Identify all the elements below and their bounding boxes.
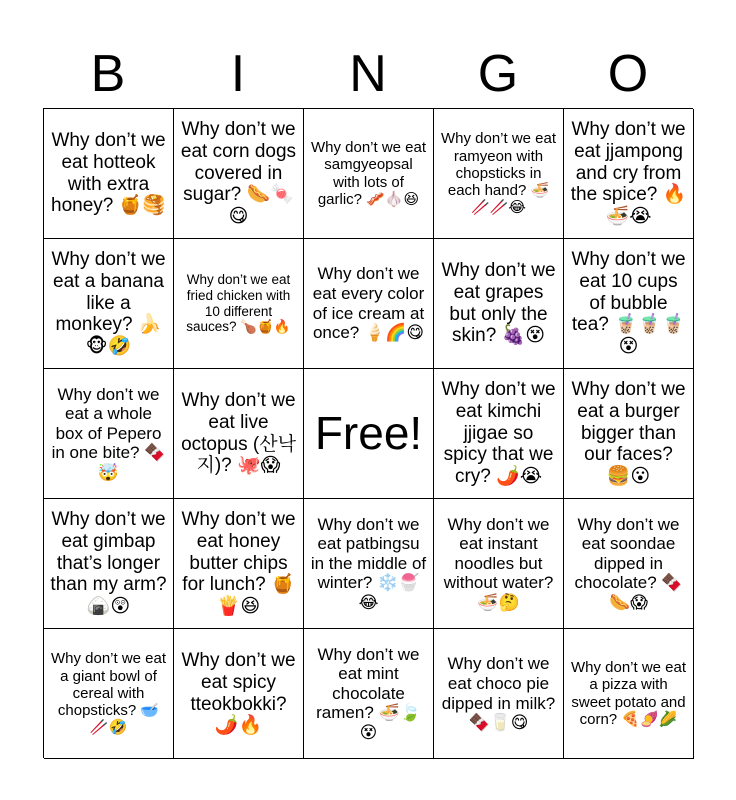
header-letter-n: N [349,45,387,103]
bingo-cell[interactable] [304,239,434,369]
bingo-cell[interactable] [174,629,304,759]
bingo-cell[interactable] [304,629,434,759]
cell-text: Why don’t we eat kimchi jjigae so spicy that we cry? 🌶️😭 [441,378,556,488]
bingo-cell[interactable] [564,369,694,499]
bingo-cell[interactable] [44,369,174,499]
cell-text: Why don’t we eat spicy tteokbokki? 🌶️🔥 [181,649,296,737]
cell-text: Why don’t we eat a banana like a monkey? 🍌🐵🤣 [51,248,166,358]
bingo-cell[interactable] [44,629,174,759]
cell-text: Why don’t we eat instant noodles but without water? 🍜🤔 [443,514,554,612]
cell-text: Why don’t we eat grapes but only the skin? 🍇😵 [441,259,556,347]
header-letter-g: G [477,45,519,103]
cell-text: Why don’t we eat a pizza with sweet potato and corn? 🍕🍠🌽 [570,659,687,728]
bingo-cell[interactable] [174,239,304,369]
bingo-cell[interactable] [564,499,694,629]
cell-text: Why don’t we eat 10 cups of bubble tea? 🧋🧋🧋😵 [571,248,686,358]
bingo-cell[interactable] [44,109,174,239]
bingo-cell[interactable] [434,499,564,629]
bingo-cell[interactable] [434,369,564,499]
bingo-cell[interactable] [304,499,434,629]
cell-text: Why don’t we eat hotteok with extra honey? 🍯🥞 [51,129,166,217]
cell-text: Why don’t we eat choco pie dipped in milk? 🍫🥛😋 [441,654,556,733]
bingo-cell[interactable] [564,109,694,239]
header-letter-i: I [230,45,246,103]
cell-text: Why don’t we eat honey butter chips for lunch? 🍯🍟😆 [181,508,296,618]
free-space-cell[interactable] [304,369,434,499]
bingo-cell[interactable] [174,499,304,629]
bingo-grid [43,108,693,758]
bingo-cell[interactable] [304,109,434,239]
free-space-text: Free! [314,407,423,460]
bingo-cell[interactable] [174,109,304,239]
bingo-header [43,40,693,108]
bingo-cell[interactable] [44,499,174,629]
bingo-cell[interactable] [564,629,694,759]
cell-text: Why don’t we eat samgyeopsal with lots of garlic? 🥓🧄😆 [310,139,427,208]
cell-text: Why don’t we eat mint chocolate ramen? 🍜🍃😵 [316,644,421,742]
bingo-cell[interactable] [564,239,694,369]
cell-text: Why don’t we eat fried chicken with 10 different sauces? 🍗🍯🔥 [186,272,291,335]
cell-text: Why don’t we eat every color of ice cream at once? 🍦🌈😋 [312,264,425,343]
cell-text: Why don’t we eat corn dogs covered in sugar? 🌭🍬😋 [180,118,297,228]
cell-text: Why don’t we eat patbingsu in the middle of winter? ❄️🍧😂 [310,514,427,612]
bingo-cell[interactable] [434,629,564,759]
bingo-cell[interactable] [44,239,174,369]
cell-text: Why don’t we eat ramyeon with chopsticks in each hand? 🍜🥢🥢😂 [440,130,557,217]
cell-text: Why don’t we eat jjampong and cry from the spice? 🔥🍜😭 [570,118,687,228]
cell-text: Why don’t we eat gimbap that’s longer than my arm? 🍙😲 [50,508,167,618]
bingo-cell[interactable] [434,239,564,369]
cell-text: Why don’t we eat a whole box of Pepero in one bite? 🍫🤯 [51,384,166,482]
bingo-cell[interactable] [174,369,304,499]
cell-text: Why don’t we eat a burger bigger than our faces? 🍔😮 [571,378,686,488]
cell-text: Why don’t we eat a giant bowl of cereal with chopsticks? 🥣🥢🤣 [50,650,167,737]
cell-text: Why don’t we eat soondae dipped in chocolate? 🍫🌭😱 [574,514,683,612]
bingo-cell[interactable] [434,109,564,239]
cell-text: Why don’t we eat live octopus (산낙지)? 🐙😱 [181,389,296,477]
header-letter-b: B [90,45,126,103]
header-letter-o: O [607,45,649,103]
